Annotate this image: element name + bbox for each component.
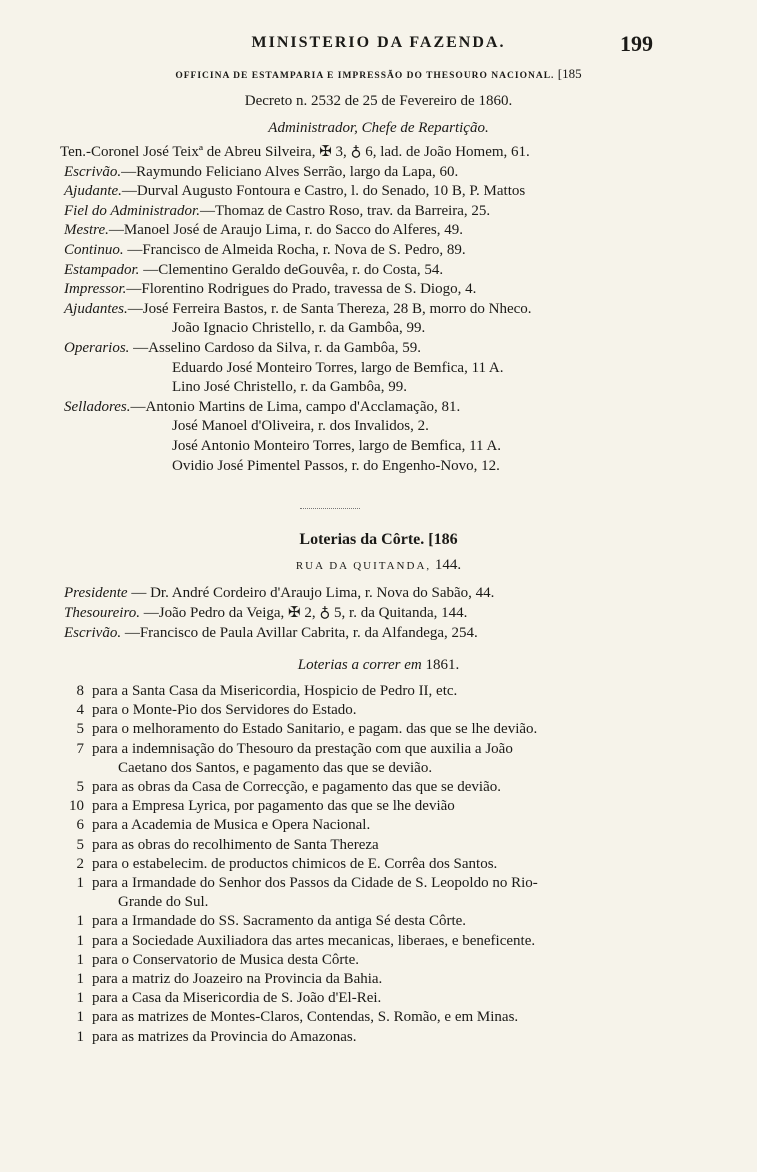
staff-entry	[64, 300, 532, 319]
staff-entry	[64, 280, 476, 299]
decree-line: Decreto n. 2532 de 25 de Fevereiro de 1860.	[244, 93, 513, 109]
staff-text: João Ignacio Christello, r. da Gambôa, 99.	[172, 320, 426, 337]
lottery-item	[68, 932, 535, 951]
lottery-count: 1	[76, 1009, 84, 1026]
staff-role: Escrivão.	[64, 163, 122, 180]
lottery-count: 2	[76, 855, 84, 872]
staff-entry	[64, 163, 458, 182]
lottery-text: para a Irmandade do Senhor dos Passos da Cidade de S. Leopoldo no Rio-	[92, 875, 538, 891]
lottery-item	[68, 912, 466, 931]
lottery-item	[68, 701, 357, 720]
lottery-text: para a Academia de Musica e Opera Nacional.	[92, 817, 371, 834]
lottery-count: 1	[76, 1028, 84, 1045]
lottery-text: para a Sociedade Auxiliadora das artes mecanicas, liberaes, e beneficente.	[92, 932, 536, 949]
lottery-count: 1	[76, 951, 84, 968]
staff-entry	[172, 378, 407, 397]
lottery-count: 5	[76, 779, 84, 795]
office-subheader	[0, 66, 757, 82]
staff-role: Fiel do Administrador.	[64, 202, 200, 219]
staff-entry	[172, 359, 504, 378]
street-number: 144.	[434, 557, 462, 573]
lottery-text: para a Casa da Misericordia de S. João d'El-Rei.	[92, 990, 382, 1007]
staff-role: Ajudante.	[64, 183, 122, 200]
lottery-count: 1	[76, 932, 84, 949]
staff-text: Lino José Christello, r. da Gambôa, 99.	[172, 379, 407, 396]
lottery-text: para o Monte-Pio dos Servidores do Estado.	[92, 702, 357, 719]
lottery-count: 5	[76, 836, 84, 853]
lottery-count: 1	[76, 990, 84, 1007]
officer-entry	[64, 604, 467, 623]
lottery-heading	[0, 656, 757, 675]
page-title: MINISTERIO DA FAZENDA.	[251, 34, 506, 51]
lottery-count: 1	[76, 875, 84, 891]
staff-entry	[172, 457, 500, 476]
staff-text: —Raymundo Feliciano Alves Serrão, largo da Lapa, 60.	[121, 163, 459, 180]
staff-text: —José Ferreira Bastos, r. de Santa Thereza, 28 B, morro do Nheco.	[127, 300, 532, 317]
lottery-text: para a indemnisação do Thesouro da prestação com que auxilia a João	[92, 740, 513, 757]
page-number: 199	[620, 31, 653, 56]
staff-text: —Francisco de Almeida Rocha, r. Nova de S. Pedro, 89.	[123, 242, 466, 258]
staff-role: Mestre.	[64, 222, 109, 239]
lottery-text: para as matrizes da Provincia do Amazonas.	[92, 1028, 357, 1045]
lottery-count: 1	[76, 913, 84, 930]
staff-entry	[64, 261, 443, 280]
lottery-item	[68, 720, 537, 739]
lottery-text: para o melhoramento do Estado Sanitario, e pagam. das que se lhe devião.	[92, 721, 538, 738]
lottery-count: 7	[76, 740, 84, 757]
section-divider	[300, 508, 360, 509]
lottery-item	[68, 1028, 357, 1047]
lottery-item	[68, 951, 359, 970]
lottery-count: 6	[76, 817, 84, 834]
section1-subtitle: Administrador, Chefe de Repartição.	[268, 120, 489, 136]
officer-text: — Dr. André Cordeiro d'Araujo Lima, r. Nova do Sabão, 44.	[127, 585, 495, 601]
lottery-count: 4	[76, 702, 84, 719]
staff-entry	[172, 319, 425, 338]
lottery-item	[68, 797, 455, 816]
lottery-text: para as matrizes de Montes-Claros, Contendas, S. Romão, e em Minas.	[92, 1009, 519, 1026]
lottery-item-continuation: Caetano dos Santos, e pagamento das que se devião.	[118, 759, 433, 776]
lottery-item	[68, 874, 538, 893]
officer-entry	[64, 624, 478, 643]
street-line	[0, 556, 757, 576]
lottery-heading-text: Loterias a correr em	[297, 657, 422, 673]
lottery-text: para a Irmandade do SS. Sacramento da antiga Sé desta Côrte.	[92, 913, 467, 930]
staff-text: —Durval Augusto Fontoura e Castro, l. do Senado, 10 B, P. Mattos	[121, 183, 526, 200]
staff-role: Ajudantes.	[64, 300, 128, 317]
staff-entry	[172, 437, 501, 456]
officer-text: —Francisco de Paula Avillar Cabrita, r. da Alfandega, 254.	[121, 625, 478, 641]
lottery-item	[68, 836, 379, 855]
staff-role: Operarios.	[64, 340, 130, 356]
officer-entry	[64, 584, 494, 603]
section2-code: [186	[428, 531, 458, 548]
lottery-text: para a Empresa Lyrica, por pagamento das que se lhe devião	[92, 798, 455, 815]
officer-text: —João Pedro da Veiga, ✠ 2, ♁ 5, r. da Quitanda, 144.	[139, 605, 468, 621]
lottery-item	[68, 778, 501, 797]
staff-entry	[60, 143, 530, 162]
subheader-code: [185	[557, 66, 582, 81]
staff-text: Ovidio José Pimentel Passos, r. do Engenho-Novo, 12.	[172, 457, 500, 474]
lottery-text: para a matriz do Joazeiro na Provincia da Bahia.	[92, 971, 383, 987]
staff-entry	[64, 241, 466, 260]
staff-text: José Antonio Monteiro Torres, largo de Bemfica, 11 A.	[172, 438, 502, 454]
lottery-item	[68, 855, 497, 874]
lottery-count: 10	[69, 798, 84, 815]
staff-text: —Asselino Cardoso da Silva, r. da Gambôa, 59.	[129, 340, 422, 356]
lottery-item	[68, 970, 382, 989]
lottery-text: para o Conservatorio de Musica desta Côrte.	[92, 951, 360, 968]
staff-text: —Thomaz de Castro Roso, trav. da Barreira, 25.	[199, 202, 491, 219]
staff-role: Selladores.	[64, 398, 131, 415]
section2-heading	[0, 530, 757, 549]
lottery-item	[68, 989, 381, 1008]
staff-text: —Manoel José de Araujo Lima, r. do Sacco do Alferes, 49.	[108, 222, 463, 239]
staff-entry	[64, 398, 460, 417]
section2-title: Loterias da Côrte.	[299, 531, 425, 548]
lottery-count: 1	[76, 971, 84, 987]
staff-text: José Manoel d'Oliveira, r. dos Invalidos, 2.	[172, 418, 429, 435]
staff-text: Eduardo José Monteiro Torres, largo de Bemfica, 11 A.	[172, 359, 504, 376]
staff-text: —Antonio Martins de Lima, campo d'Acclamação, 81.	[130, 398, 461, 415]
officer-role: Presidente	[64, 585, 128, 601]
staff-role: Continuo.	[64, 242, 124, 258]
staff-entry	[172, 417, 429, 436]
staff-role: Impressor.	[64, 281, 127, 298]
street-name: RUA DA QUITANDA,	[295, 560, 432, 572]
staff-text: —Florentino Rodrigues do Prado, travessa de S. Diogo, 4.	[126, 281, 477, 298]
lottery-text: para o estabelecim. de productos chimicos de E. Corrêa dos Santos.	[92, 855, 498, 872]
lottery-item	[68, 740, 513, 759]
lottery-text: para as obras da Casa de Correcção, e pagamento das que se devião.	[92, 779, 501, 795]
officer-role: Thesoureiro.	[64, 605, 140, 621]
lottery-count: 5	[76, 721, 84, 738]
staff-text: —Clementino Geraldo deGouvêa, r. do Costa, 54.	[139, 261, 444, 278]
staff-entry	[64, 221, 463, 240]
officer-role: Escrivão.	[64, 625, 122, 641]
lottery-item	[68, 1008, 518, 1027]
lottery-year: 1861.	[425, 657, 460, 673]
lottery-item	[68, 682, 457, 701]
staff-entry	[64, 339, 421, 358]
lottery-item-continuation: Grande do Sul.	[118, 894, 209, 911]
lottery-text: para a Santa Casa da Misericordia, Hospicio de Pedro II, etc.	[92, 683, 458, 699]
lottery-item	[68, 816, 370, 835]
lottery-text: para as obras do recolhimento de Santa Thereza	[92, 836, 379, 853]
lottery-count: 8	[76, 683, 84, 699]
subheader-text: OFFICINA DE ESTAMPARIA E IMPRESSÃO DO THESOURO NACIONAL.	[175, 71, 555, 81]
staff-entry	[64, 202, 490, 221]
staff-text: Ten.-Coronel José Teixª de Abreu Silveira, ✠ 3, ♁ 6, lad. de João Homem, 61.	[60, 144, 530, 160]
staff-role: Estampador.	[64, 261, 140, 278]
staff-entry	[64, 182, 525, 201]
